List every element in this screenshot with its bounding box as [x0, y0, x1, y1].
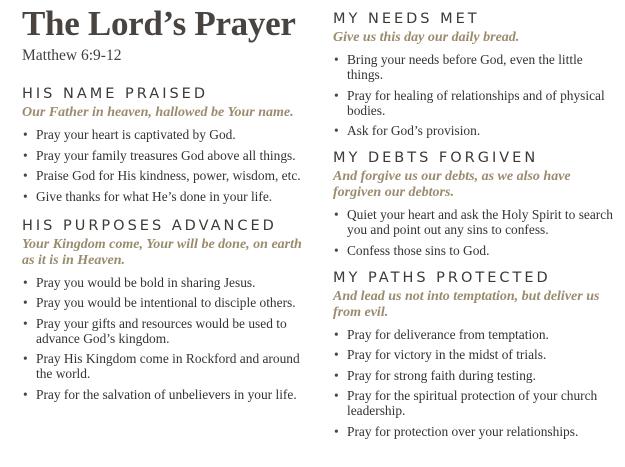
- prayer-point: • Pray for protection over your relationships.: [333, 424, 618, 439]
- section-heading: MY DEBTS FORGIVEN: [333, 150, 539, 166]
- section-heading: MY NEEDS MET: [333, 11, 480, 27]
- section-my-needs-met: [333, 10, 618, 138]
- section-verse: And forgive us our debts, as we also have forgiven our debtors.: [333, 169, 571, 200]
- prayer-point: • Pray for the spiritual protection of your church leadership.: [333, 388, 618, 418]
- prayer-points-list: [333, 207, 618, 258]
- prayer-point: • Ask for God’s provision.: [333, 123, 618, 138]
- prayer-point: • Pray for the salvation of unbelievers in your life.: [22, 387, 312, 402]
- prayer-point: • Pray for victory in the midst of trials.: [333, 347, 618, 362]
- section-his-purposes-advanced: [22, 217, 312, 402]
- section-my-debts-forgiven: [333, 149, 618, 258]
- prayer-point: • Pray your family treasures God above all things.: [22, 148, 312, 163]
- prayer-point: • Pray your heart is captivated by God.: [22, 127, 312, 142]
- section-verse: Give us this day our daily bread.: [333, 30, 520, 45]
- scripture-reference: Matthew 6:9-12: [22, 47, 122, 64]
- section-verse: Our Father in heaven, hallowed be Your name.: [22, 105, 294, 120]
- section-heading: HIS NAME PRAISED: [22, 86, 208, 102]
- left-column: [22, 0, 312, 407]
- prayer-point: • Pray you would be intentional to disciple others.: [22, 295, 312, 310]
- prayer-point: • Confess those sins to God.: [333, 243, 618, 258]
- section-verse: Your Kingdom come, Your will be done, on earth as it is in Heaven.: [22, 236, 302, 268]
- section-verse: And lead us not into temptation, but deliver us from evil.: [333, 288, 600, 320]
- prayer-points-list: [333, 52, 618, 138]
- prayer-points-list: [333, 327, 618, 439]
- prayer-point: • Praise God for His kindness, power, wisdom, etc.: [22, 168, 312, 183]
- right-column: [333, 0, 618, 444]
- prayer-point: • Pray your gifts and resources would be used to advance God’s kingdom.: [22, 316, 312, 346]
- prayer-point: • Quiet your heart and ask the Holy Spirit to search you and point out any sins to confess.: [333, 207, 618, 237]
- prayer-point: • Pray His Kingdom come in Rockford and around the world.: [22, 351, 312, 381]
- prayer-point: • Give thanks for what He’s done in your life.: [22, 189, 312, 204]
- section-my-paths-protected: [333, 269, 618, 439]
- section-his-name-praised: [22, 85, 312, 204]
- section-heading: HIS PURPOSES ADVANCED: [22, 217, 277, 234]
- page-title: The Lord’s Prayer: [22, 4, 296, 43]
- section-heading: MY PATHS PROTECTED: [333, 269, 551, 286]
- prayer-point: • Pray you would be bold in sharing Jesus.: [22, 275, 312, 290]
- prayer-point: • Pray for strong faith during testing.: [333, 368, 618, 383]
- prayer-points-list: [22, 275, 312, 402]
- prayer-point: • Bring your needs before God, even the little things.: [333, 52, 618, 82]
- prayer-point: • Pray for healing of relationships and of physical bodies.: [333, 88, 618, 118]
- prayer-points-list: [22, 127, 312, 204]
- prayer-point: • Pray for deliverance from temptation.: [333, 327, 618, 342]
